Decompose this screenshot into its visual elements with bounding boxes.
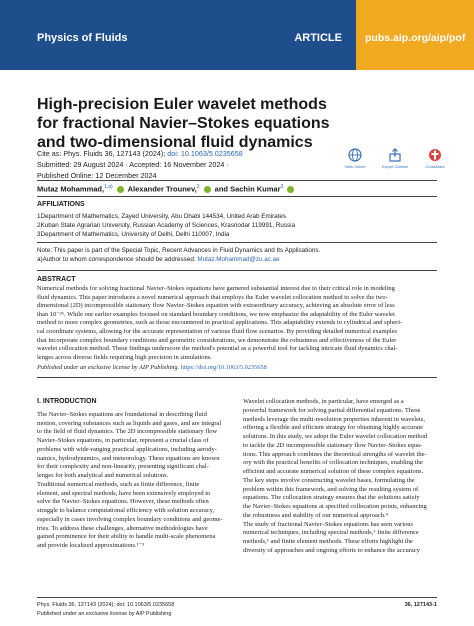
- license-text: Published under an exclusive license by AIP Publishing.: [37, 364, 180, 371]
- affiliation-line: 3Department of Mathematics, University of Delhi, Delhi 110007, India: [37, 231, 230, 238]
- crossmark-icon: [428, 148, 442, 162]
- divider: [37, 597, 437, 598]
- citation-block: [37, 148, 243, 181]
- title-line: for fractional Navier–Stokes equations: [37, 115, 330, 132]
- divider: [37, 242, 437, 243]
- divider: [37, 377, 437, 378]
- view-online-icon: [348, 148, 362, 162]
- body-line: tries. To address these challenges, alternative methodologies have: [37, 524, 208, 532]
- author-superscript: 2: [196, 184, 200, 190]
- body-line: and provide localized approximations.¹⁻³: [37, 542, 144, 549]
- correspondence-label: a)Author to whom correspondence should be addressed:: [37, 256, 196, 263]
- body-line: namics, hydrodynamics, and meteorology. These equations are known: [37, 454, 220, 462]
- correspondence-email[interactable]: Mutaz.Mohammad@zu.ac.ae: [197, 256, 280, 263]
- view-online-button[interactable]: [340, 148, 370, 169]
- special-topic-note: Note: This paper is part of the Special Topic, Recent Advances in Fluid Dynamics and Its Applications.: [37, 247, 321, 254]
- body-line: methods,⁶ and finite element methods. These efforts highlight the: [243, 538, 413, 545]
- body-line: Traditional numerical methods, such as finite difference, finite: [37, 480, 200, 488]
- body-line: the robustness and stability of our numerical approach.⁴: [243, 511, 388, 519]
- divider: [37, 270, 437, 271]
- author-name[interactable]: and Sachin Kumar: [214, 184, 281, 194]
- journal-name[interactable]: Physics of Fluids: [37, 32, 128, 44]
- body-line: The Navier–Stokes equations are foundational in describing fluid: [37, 410, 207, 418]
- submission-dates: Submitted: 29 August 2024 · Accepted: 16 November 2024 ·: [37, 160, 229, 169]
- author-superscript: 3: [280, 184, 284, 190]
- body-right-column: [243, 398, 437, 556]
- footer-license: Published under an exclusive license by AIP Publishing: [37, 611, 172, 617]
- body-line: offering a flexible and efficient strategy for obtaining highly accurate: [243, 424, 424, 432]
- orcid-icon[interactable]: [287, 186, 294, 193]
- body-line: The study of fractional Navier–Stokes equations has seen various: [243, 520, 414, 528]
- body-line: diversity of approaches and ongoing efforts to enhance the accuracy: [243, 546, 420, 554]
- body-line: problems with wide-ranging practical applications, including aerody-: [37, 445, 217, 453]
- body-line: to tackle the 2D incompressible stationary flow Navier–Stokes equa-: [243, 441, 423, 449]
- abstract-line: lenges across diverse fields requiring high precision in simulations.: [37, 353, 212, 361]
- abstract-line: than 10⁻²⁶. While our earlier examples focused on standard boundary conditions, we now emphasize the adaptability of the Euler wavelet: [37, 310, 395, 318]
- body-line: the Navier–Stokes equations at specified collocation points, enhancing: [243, 503, 427, 510]
- body-line: methods leverage the multi-resolution properties inherent in wavelets,: [243, 415, 425, 423]
- title-line: High-precision Euler wavelet methods: [37, 96, 327, 113]
- journal-url-link[interactable]: pubs.aip.org/aip/pof: [365, 32, 466, 44]
- article-type-label: ARTICLE: [294, 32, 342, 44]
- body-line: element, and spectral methods, have been extensively employed to: [37, 489, 211, 497]
- crossmark-label: CrossMark: [425, 164, 445, 169]
- body-line: lenges for both analytical and numerical solutions.: [37, 472, 169, 479]
- body-line: solve the Navier–Stokes equations. However, these methods often: [37, 498, 209, 506]
- body-line: especially in cases involving complex boundary conditions and geome-: [37, 515, 223, 523]
- title-line: and two-dimensional fluid dynamics: [37, 134, 313, 151]
- body-line: for their complexity and non-linearity, presenting significant chal-: [37, 463, 209, 471]
- abstract-text: [37, 285, 437, 362]
- author-name[interactable]: Mutaz Mohammad,: [37, 184, 105, 194]
- orcid-icon[interactable]: [204, 186, 211, 193]
- crossmark-button[interactable]: [420, 148, 450, 169]
- body-line: The key steps involve constructing wavelet bases, formulating the: [243, 476, 415, 484]
- journal-header-bar: [0, 0, 474, 70]
- footer-citation: Phys. Fluids 36, 127143 (2024); doi: 10.1063/5.0235658: [37, 602, 175, 608]
- header-right-panel: [356, 0, 474, 70]
- abstract-line: method to more complex geometries, such as those encountered in practical applications. This adaptability extends to cylindrical and spheri-: [37, 319, 403, 327]
- export-citation-icon: [388, 148, 402, 162]
- affiliation-line: 1Department of Mathematics, Zayed University, Abu Dhabi 144534, United Arab Emirates: [37, 213, 287, 220]
- export-citation-button[interactable]: [380, 148, 410, 169]
- body-line: ory with the practical benefits of collocation techniques, enabling the: [243, 459, 423, 467]
- article-title: [37, 95, 437, 152]
- article-doi-link[interactable]: https://doi.org/10.1063/5.0235658: [180, 364, 267, 371]
- body-line: equations. The collocation strategy ensures that the solutions satisfy: [243, 494, 420, 502]
- body-left-column: [37, 398, 231, 551]
- orcid-icon[interactable]: [117, 186, 124, 193]
- abstract-line: wavelet collocation method. These findings underscore the method's potential as a powerful tool for tackling intricate fluid dynamics chal-: [37, 345, 398, 353]
- body-line: numerical techniques, including spectral methods,⁵ finite difference: [243, 529, 419, 537]
- abstract-heading: ABSTRACT: [37, 276, 76, 283]
- body-line: efficient and accurate numerical solution of these complex equations.: [243, 468, 424, 475]
- author-list: [37, 184, 296, 194]
- body-line: problem within this framework, and solving the resulting system of: [243, 485, 419, 493]
- body-line: Wavelet collocation methods, in particular, have emerged as a: [243, 398, 404, 405]
- body-line: struggle to balance computational efficiency with solution accuracy,: [37, 507, 215, 514]
- abstract-line: dimensional (2D) incompressible stationary flow Navier–Stokes equation with extraordinary accuracy, achieving an absolute error of less: [37, 302, 395, 310]
- section-heading: I. INTRODUCTION: [37, 398, 97, 405]
- affiliations-heading: AFFILIATIONS: [37, 201, 85, 208]
- body-line: to the field of fluid dynamics. The 2D incompressible stationary flow: [37, 428, 218, 436]
- article-tools: [340, 148, 460, 178]
- header-left-panel: [0, 0, 356, 70]
- doi-link[interactable]: doi: 10.1063/5.0235658: [167, 149, 243, 158]
- notes-block: [37, 246, 320, 264]
- affiliations-list: [37, 212, 295, 239]
- page-number: 36, 127143-1: [404, 602, 437, 608]
- abstract-line: cal coordinate systems, allowing for the accurate representation of various fluid flow scenarios. By providing detailed numerical examples: [37, 327, 398, 335]
- body-line: powerful framework for solving partial differential equations. These: [243, 406, 421, 414]
- author-superscript: 1,a): [104, 184, 113, 190]
- body-line: tions. This approach combines the theoretical strengths of wavelet the-: [243, 450, 427, 458]
- published-date: Published Online: 12 December 2024: [37, 171, 157, 180]
- body-line: gained prominence for their ability to handle multi-scale phenomena: [37, 533, 216, 541]
- affiliation-line: 2Kuban State Agrarian University, Russian Academy of Sciences, Krasnodar 119991, Russia: [37, 222, 296, 229]
- cite-as: Cite as: Phys. Fluids 36, 127143 (2024);: [37, 149, 166, 158]
- abstract-line: fluid dynamics. This paper introduces a novel numerical approach that employs the Euler wavelet collocation method to solve the two-: [37, 293, 388, 301]
- abstract-line: Numerical methods for solving fractional Navier–Stokes equations have garnered substantial interest due to their critical role in modeling: [37, 285, 395, 292]
- author-name[interactable]: Alexander Trounev,: [127, 184, 197, 194]
- body-line: motion, covering substances such as liquids and gases, and are integral: [37, 419, 222, 427]
- page-footer: [37, 601, 437, 619]
- divider: [37, 180, 437, 181]
- divider: [37, 196, 437, 197]
- license-line: [37, 364, 267, 371]
- view-online-label: View Online: [344, 164, 366, 169]
- body-line: Navier–Stokes equations, in particular, represent a crucial class of: [37, 437, 209, 444]
- body-line: solutions. In this study, we adopt the Euler wavelet collocation method: [243, 433, 428, 440]
- abstract-line: that incorporate complex boundary conditions and geometric considerations, we demonstrate the robustness and effectiveness of the Euler: [37, 336, 397, 344]
- export-citation-label: Export Citation: [381, 164, 409, 169]
